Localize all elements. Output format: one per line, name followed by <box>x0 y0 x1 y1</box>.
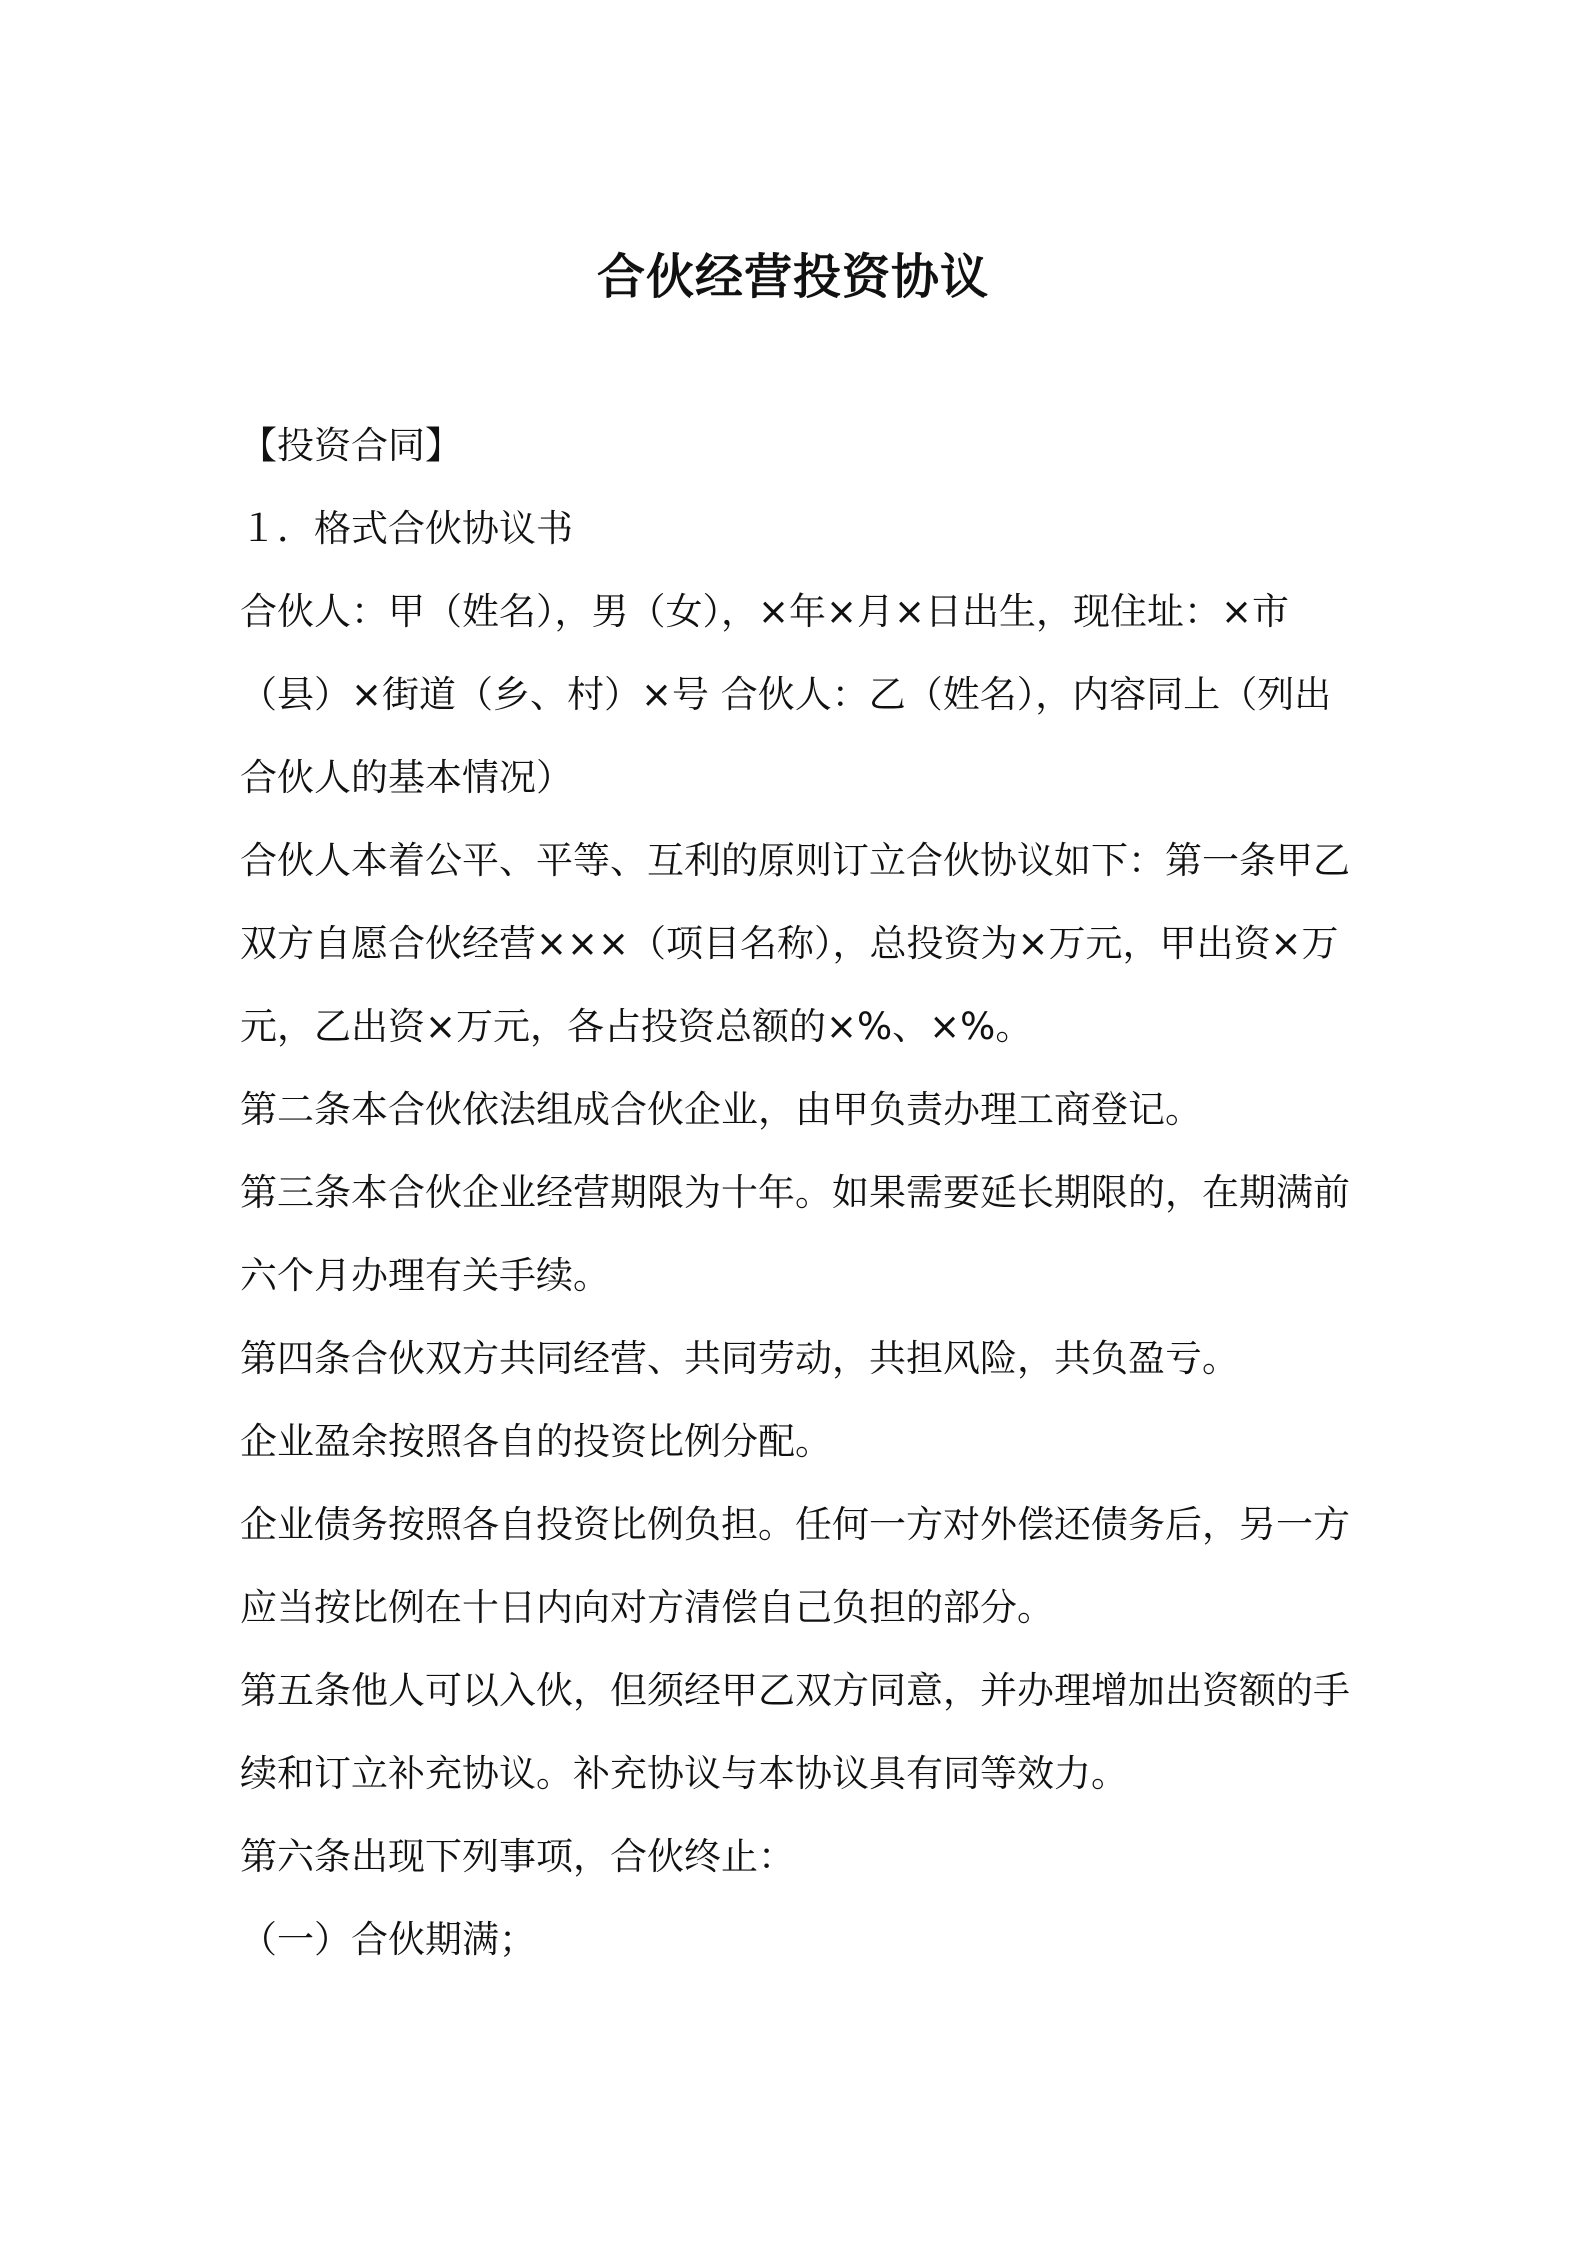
debt-sharing-paragraph: 企业债务按照各自投资比例负担。任何一方对外偿还债务后，另一方应当按比例在十日内向对方清偿自己负担的部分。 <box>240 1503 1350 1629</box>
document-title: 合伙经营投资协议 <box>596 249 989 306</box>
document-body <box>240 404 1360 1981</box>
partner-info-paragraph: 合伙人：甲（姓名），男（女），×年×月×日出生，现住址：×市（县）×街道（乡、村）×号 合伙人：乙（姓名），内容同上（列出合伙人的基本情况） <box>240 590 1332 799</box>
subsection-heading: １．格式合伙协议书 <box>240 507 573 550</box>
article-five-paragraph: 第五条他人可以入伙，但须经甲乙双方同意，并办理增加出资额的手续和订立补充协议。补充协议与本协议具有同等效力。 <box>240 1669 1350 1795</box>
article-three-paragraph: 第三条本合伙企业经营期限为十年。如果需要延长期限的，在期满前六个月办理有关手续。 <box>240 1171 1350 1297</box>
article-two-paragraph: 第二条本合伙依法组成合伙企业，由甲负责办理工商登记。 <box>240 1088 1202 1131</box>
article-six-paragraph: 第六条出现下列事项，合伙终止： <box>240 1835 795 1878</box>
section-heading: 【投资合同】 <box>240 424 462 467</box>
article-one-paragraph: 合伙人本着公平、平等、互利的原则订立合伙协议如下：第一条甲乙双方自愿合伙经营×××（项目名称），总投资为×万元，甲出资×万元，乙出资×万元，各占投资总额的×%、×%。 <box>240 839 1350 1048</box>
termination-item: （一）合伙期满； <box>240 1918 536 1961</box>
article-four-paragraph: 第四条合伙双方共同经营、共同劳动，共担风险，共负盈亏。 <box>240 1337 1239 1380</box>
profit-distribution-paragraph: 企业盈余按照各自的投资比例分配。 <box>240 1420 832 1463</box>
